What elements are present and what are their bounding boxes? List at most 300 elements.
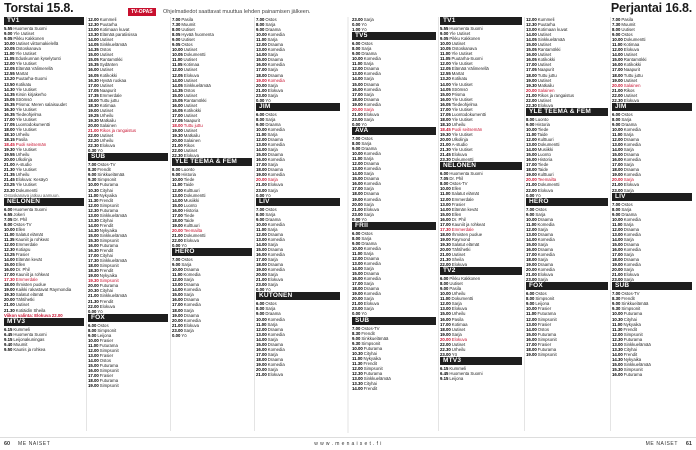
- program-title: Teemailta: [183, 227, 203, 233]
- program-time: 21.45: [4, 177, 15, 183]
- program-time: 11.00: [88, 192, 99, 198]
- program-time: 20.00: [612, 267, 623, 273]
- program-title: Komedia: [267, 62, 285, 68]
- program-title: Dokumentti: [537, 142, 560, 148]
- program-title: Urheilu: [451, 121, 466, 127]
- program-title: Simpsonit: [97, 327, 117, 333]
- program-title: Sarja: [267, 336, 278, 342]
- program-title: Uutiset: [537, 77, 552, 83]
- program-title: Ostos: [361, 41, 373, 47]
- program-time: 20.00: [172, 138, 183, 144]
- program-title: Pasila: [451, 316, 464, 322]
- program-title: Sinkkuelämää: [99, 293, 127, 299]
- right-page-number: 61: [685, 441, 692, 447]
- program-title: Elokuva: [451, 152, 468, 158]
- program-title: Urheilu: [451, 311, 466, 317]
- program-time: 11.00: [256, 321, 267, 327]
- program-title: Yle Uutiset: [451, 81, 473, 87]
- program-time: 10.00: [440, 291, 451, 297]
- program-title: Urheilu: [451, 346, 466, 352]
- program-title: Ostos-TV: [449, 181, 468, 187]
- program-title: Simpsonit: [623, 367, 643, 372]
- program-time: 12.05: [4, 66, 15, 72]
- program-time: 15.00: [4, 262, 15, 268]
- program-title: Draama: [363, 286, 380, 292]
- program-time: 12.30: [352, 370, 363, 376]
- column-divider: [254, 17, 255, 431]
- program-title: Tiede: [537, 162, 549, 168]
- program-time: 7.30: [612, 22, 621, 28]
- program-title: Salainen: [183, 138, 201, 144]
- program-time: 16.00: [4, 267, 15, 273]
- program-time: 19.30: [526, 82, 537, 88]
- program-time: 9.00: [172, 262, 181, 268]
- program-time: 12.30: [88, 22, 99, 28]
- program-title: Frendit: [623, 351, 638, 357]
- program-time: 13.00: [88, 352, 99, 358]
- program-time: 14.00: [526, 32, 537, 38]
- program-title: Komedia: [267, 47, 285, 53]
- program-time: 13.00: [526, 27, 537, 33]
- channel-header: LIV: [612, 193, 692, 201]
- program-time: 16.00: [172, 102, 183, 108]
- program-time: 8.00: [88, 327, 97, 333]
- program-time: 19.00: [256, 77, 267, 83]
- channel-header: FOX: [88, 314, 168, 322]
- program-title: Yle Uutiset: [451, 147, 473, 153]
- program-time: 11.00: [88, 342, 99, 348]
- program-title: Tähtihetki: [451, 246, 471, 252]
- program-time: 17.00: [526, 252, 537, 258]
- program-time: 17.00: [256, 67, 267, 73]
- program-title: Yö: [361, 121, 367, 127]
- program-time: 18.00: [526, 346, 537, 352]
- program-time: 17.00: [172, 212, 183, 218]
- program-time: 11.00: [526, 131, 537, 137]
- program-time: 6.00: [4, 206, 13, 212]
- program-time: 7.00: [526, 206, 535, 212]
- program-time: 6.55: [4, 211, 13, 217]
- program-title: Kummeli: [449, 365, 467, 371]
- program-title: Futurama: [623, 372, 643, 378]
- program-title: Dokumentti: [537, 182, 560, 188]
- program-time: 21.30: [440, 147, 451, 153]
- program-title: Kauniit ja rohkeat: [15, 272, 49, 278]
- program-title: Komedia: [537, 221, 555, 227]
- program-time: 17.05: [526, 67, 537, 73]
- program-time: 21.00: [612, 272, 623, 278]
- program-title: Nykyaika: [363, 355, 381, 361]
- program-title: Draama: [267, 356, 284, 362]
- program-time: 15.00: [612, 361, 623, 367]
- program-title: Dr. Phil: [451, 216, 466, 222]
- program-title: Futurama: [99, 207, 119, 213]
- program-title: Komedia: [623, 172, 641, 178]
- program-title: Sheila: [451, 257, 464, 263]
- program-time: 15.00: [352, 271, 363, 277]
- channel-header: TV1: [440, 17, 522, 25]
- program-title: Uutiset: [451, 341, 466, 347]
- program-title: Futurama: [537, 346, 557, 352]
- program-title: Sarja: [267, 37, 278, 43]
- program-time: 18.00: [526, 72, 537, 78]
- program-time: 23.30: [4, 187, 15, 193]
- program-time: 12.00: [440, 61, 451, 67]
- program-title: Kotimaa: [451, 321, 468, 327]
- program-time: 19.30: [88, 117, 99, 123]
- program-time: 7.30: [172, 22, 181, 28]
- program-time: 20.00: [352, 106, 363, 112]
- program-time: 13.25: [4, 252, 15, 258]
- channel-header: MTV3: [440, 357, 522, 365]
- program-title: Simpsonit: [361, 340, 381, 346]
- program-time: 11.00: [440, 296, 451, 302]
- program-time: 18.30: [88, 102, 99, 108]
- program-time: 14.00: [352, 171, 363, 177]
- program-time: 16.05: [88, 72, 99, 78]
- program-title: Komedia: [267, 361, 285, 367]
- program-title: Elokuva: [183, 322, 200, 328]
- program-time: 23.00: [612, 187, 623, 193]
- program-title: Sarja: [537, 241, 548, 247]
- program-title: Yö: [181, 243, 187, 249]
- program-time: 9.15: [440, 376, 449, 381]
- program-title: Yö: [265, 97, 271, 103]
- program-title: Sarja: [363, 61, 374, 67]
- program-title: Ostos: [361, 230, 373, 236]
- program-title: Cityhai: [363, 381, 377, 387]
- program-time: 14.00: [526, 147, 537, 153]
- program-time: 6.00: [440, 276, 449, 282]
- program-title: Elämää Välimerellä: [15, 66, 53, 72]
- program-time: 7.00: [256, 206, 265, 212]
- program-time: 15.00: [256, 341, 267, 347]
- program-title: Draama: [361, 51, 377, 57]
- program-time: 12.00: [526, 316, 537, 322]
- program-time: 18.00: [172, 307, 183, 313]
- program-time: 9.00: [440, 286, 449, 292]
- program-title: Draama: [623, 241, 640, 247]
- program-title: Yle Uutiset: [15, 61, 37, 67]
- program-title: Cityhai: [99, 253, 113, 259]
- program-title: Draama: [623, 226, 640, 232]
- program-time: 20.00: [256, 177, 267, 183]
- program-title: Yö: [451, 351, 458, 357]
- program-title: Sinkkuelämää: [363, 376, 391, 381]
- program-title: Yle Uutiset: [15, 182, 37, 188]
- program-title: Sarja: [621, 206, 632, 212]
- program-title: Uutiset: [99, 133, 114, 139]
- program-title: Dokumentti: [183, 192, 206, 198]
- program-time: 20.00: [612, 177, 623, 183]
- program-title: Huomenta Suomi: [449, 370, 483, 376]
- program-title: Uutiset: [537, 42, 552, 48]
- program-title: Ulkolinja: [15, 157, 33, 163]
- column-divider: [610, 17, 611, 431]
- program-title: Sarja: [621, 116, 632, 122]
- program-time: 15.00: [172, 292, 183, 298]
- program-title: Yle Uutiset: [451, 51, 473, 57]
- program-time: 17.00: [612, 162, 623, 168]
- program-time: 15.00: [172, 202, 183, 208]
- program-time: 17.00: [256, 351, 267, 357]
- program-title: Futurama: [363, 345, 383, 351]
- program-title: Kotimaa: [183, 62, 200, 68]
- program-time: 14.00: [172, 197, 183, 203]
- program-title: Elokuva: [623, 47, 640, 53]
- program-title: Elokuva: Kesäyö: [15, 177, 48, 183]
- program-title: Huomenta Suomi: [13, 26, 47, 31]
- program-title: Yle Uutiset: [15, 167, 37, 173]
- program-title: Sarja: [267, 321, 278, 327]
- program-time: 0.00: [256, 287, 265, 293]
- program-title: Simpsonit: [99, 347, 119, 353]
- program-title: Draama: [623, 152, 640, 158]
- program-time: 19.00: [88, 107, 99, 113]
- program-title: Leijona: [97, 332, 112, 338]
- program-time: 15.35: [4, 101, 15, 107]
- program-time: 18.00: [88, 263, 99, 269]
- program-time: 21.30: [4, 167, 15, 173]
- channel-header: YLE TEEMA & FEM: [526, 108, 608, 116]
- program-time: 19.00: [256, 361, 267, 367]
- program-title: Elokuva: [363, 206, 380, 212]
- program-title: Draama: [537, 231, 554, 237]
- program-time: 8.00: [440, 181, 449, 187]
- program-time: 6.15: [4, 326, 13, 332]
- program-time: 16.00: [612, 157, 623, 163]
- channel-header: YLE TEEMA & FEM: [172, 158, 252, 166]
- program-time: 19.00: [526, 262, 537, 268]
- program-title: Draama: [265, 311, 281, 317]
- program-title: Uutiset: [183, 67, 198, 73]
- program-title: Naapurit: [99, 87, 117, 93]
- program-title: Uutiset: [99, 52, 114, 58]
- program-title: Kirsin kirjakerho: [15, 91, 47, 97]
- program-time: 16.00: [256, 346, 267, 352]
- program-title: Emmerdale: [15, 277, 38, 283]
- program-time: 10.00: [612, 126, 623, 132]
- program-title: Uutiset: [623, 77, 638, 83]
- program-time: 11.00: [526, 221, 537, 227]
- program-title: Uutiset: [15, 302, 30, 308]
- program-time: 19.30: [88, 278, 99, 284]
- program-title: Draama: [267, 262, 284, 268]
- program-time: 21.00: [526, 92, 537, 98]
- listing-column-4: [256, 17, 340, 433]
- program-title: Puutarha-Suomi: [451, 56, 483, 62]
- program-title: Elämää paratiisissa: [99, 32, 138, 38]
- program-time: 19.25: [88, 112, 99, 118]
- program-title: Komedia: [267, 32, 285, 38]
- program-time: 13.50: [4, 81, 15, 87]
- program-title: Sarja: [267, 257, 278, 263]
- program-time: 18.15: [4, 137, 15, 143]
- program-title: Sarja: [363, 250, 374, 256]
- program-title: Sarja: [623, 131, 634, 137]
- program-title: Uutiset: [623, 92, 638, 98]
- program-title: Historia: [183, 207, 199, 213]
- program-title: Komedia: [267, 157, 285, 163]
- program-title: Elokuva: [623, 272, 640, 278]
- program-title: Draama: [363, 176, 380, 182]
- program-time: 19.00: [172, 128, 183, 134]
- channel-header: FOX: [526, 282, 608, 290]
- program-time: 12.00: [256, 137, 267, 143]
- program-time: 9.00: [88, 332, 97, 338]
- program-time: 19.00: [440, 236, 451, 242]
- program-time: 13.00: [256, 331, 267, 337]
- program-time: 18.00: [256, 262, 267, 268]
- program-time: 12.00: [352, 255, 363, 261]
- program-time: 12.00: [256, 42, 267, 48]
- program-title: Frasier: [99, 337, 114, 343]
- program-title: Komedia: [363, 151, 381, 157]
- program-title: Frendit: [99, 268, 114, 274]
- program-title: Sarja: [363, 201, 374, 207]
- program-title: Rikos ja rangaistus: [537, 92, 575, 98]
- program-title: Draama: [361, 146, 377, 152]
- program-time: 8.00: [256, 22, 265, 28]
- program-title: Elokuva: [267, 277, 284, 283]
- program-title: Sarja: [267, 147, 278, 153]
- program-title: Huomenta Suomi: [449, 171, 483, 177]
- program-time: 11.00: [440, 51, 451, 57]
- program-time: 17.30: [440, 226, 451, 232]
- section-badge: TV-OPAS: [128, 8, 156, 16]
- program-title: Sinkkuelämää: [361, 335, 389, 341]
- program-time: 10.00: [4, 41, 15, 47]
- program-title: Frendit: [621, 296, 635, 302]
- program-time: 12.00: [88, 202, 99, 208]
- program-title: Sarja: [267, 92, 278, 98]
- program-time: 17.00: [440, 221, 451, 227]
- program-time: 22.00: [612, 92, 623, 98]
- program-time: 10.00: [4, 226, 15, 232]
- program-time: 14.05: [88, 42, 99, 48]
- program-time: 10.00: [352, 151, 363, 157]
- program-title: Sarja: [451, 301, 462, 307]
- program-title: Frasier: [537, 321, 552, 327]
- program-time: 17.00: [440, 321, 451, 327]
- program-title: Sarja: [363, 266, 374, 272]
- program-time: 10.00: [256, 316, 267, 322]
- program-time: 10.00: [256, 126, 267, 132]
- program-time: 9.00: [526, 211, 535, 217]
- program-time: 15.05: [4, 96, 15, 102]
- program-time: 14.00: [256, 241, 267, 247]
- program-title: Sarja: [535, 211, 546, 217]
- program-title: Sarja: [183, 292, 194, 298]
- program-time: 6.15: [440, 365, 449, 371]
- program-title: Sarja: [363, 306, 374, 312]
- program-title: Komedia: [363, 245, 381, 251]
- program-title: Uutiset: [183, 148, 198, 154]
- program-title: Uutiset: [537, 62, 552, 68]
- program-title: Sinkkuelämää: [621, 301, 649, 307]
- program-title: Yle Uutiset: [451, 61, 473, 67]
- program-title: Tuttu juttu: [183, 122, 203, 128]
- program-title: Draama: [537, 262, 554, 268]
- program-title: Salatut elämät: [15, 231, 43, 237]
- program-title: Kaunis ja rohkea: [13, 346, 46, 352]
- program-time: 18.00: [352, 191, 363, 197]
- program-time: 11.35: [4, 236, 15, 242]
- program-title: Simpsonit: [99, 278, 119, 284]
- program-title: Komedia: [363, 181, 381, 187]
- program-time: 11.30: [612, 326, 623, 332]
- program-title: Kulttuuri: [183, 222, 200, 228]
- program-title: Sarja: [267, 187, 278, 193]
- program-time: 8.00: [172, 27, 181, 33]
- program-title: Rikos ja rangaistus: [99, 128, 137, 134]
- program-title: Sarja: [361, 140, 372, 146]
- channel-header: TV2: [440, 267, 522, 275]
- program-time: 11.00: [256, 37, 267, 43]
- program-title: Elokuva: [183, 237, 200, 243]
- program-time: 13.30: [352, 381, 363, 387]
- program-time: 16.00: [612, 62, 623, 68]
- program-title: Draama: [265, 216, 281, 222]
- program-time: 10.00: [440, 41, 451, 47]
- program-time: 16.00: [352, 86, 363, 92]
- program-title: Ostoskanava: [15, 46, 41, 52]
- program-title: Muumit: [181, 22, 196, 28]
- program-time: 10.00: [612, 37, 623, 43]
- program-title: Sinkkuelämää: [99, 42, 127, 48]
- program-time: 11.00: [440, 191, 451, 197]
- program-title: Uutiset: [183, 47, 198, 53]
- program-time: 17.00: [88, 373, 99, 379]
- program-title: Nykyaika: [623, 356, 642, 362]
- program-time: 13.00: [256, 236, 267, 242]
- program-title: Kotimaan kuvat: [537, 27, 568, 33]
- program-time: 13.00: [526, 142, 537, 148]
- program-title: Frasier: [537, 306, 552, 312]
- program-time: 20.00: [256, 272, 267, 278]
- program-time: 20.00: [526, 267, 537, 273]
- program-title: Salainen: [623, 82, 641, 88]
- program-time: 16.00: [440, 216, 451, 222]
- program-time: 16.05: [172, 107, 183, 113]
- program-title: Kotikatu: [451, 76, 468, 82]
- program-title: Yö: [97, 308, 103, 314]
- program-title: Luonto: [537, 152, 551, 158]
- program-title: Ostos-TV: [361, 325, 380, 331]
- program-title: Yö: [265, 287, 271, 293]
- program-title: Tiede: [183, 212, 195, 218]
- program-time: 22.30: [88, 143, 99, 149]
- program-title: Eduskunnan kyselytunti: [15, 56, 61, 62]
- program-title: Emmerdale: [451, 226, 474, 232]
- program-title: Draama: [621, 121, 637, 127]
- channel-header: SUB: [88, 153, 168, 161]
- program-title: Pasila: [181, 17, 194, 22]
- program-title: Sarja: [267, 131, 278, 137]
- program-time: 21.00: [352, 301, 363, 307]
- program-time: 6.00: [440, 171, 449, 177]
- channel-header: FRII: [352, 222, 436, 230]
- program-time: 17.00: [352, 281, 363, 287]
- program-title: Ellen: [451, 186, 462, 192]
- program-title: Naapurit: [623, 67, 641, 73]
- program-title: Uutiset: [537, 52, 552, 58]
- program-title: Tuttu juttu: [623, 72, 643, 78]
- program-title: Draama: [363, 96, 380, 102]
- program-title: Elokuva: [623, 182, 640, 188]
- program-time: 12.00: [526, 17, 537, 22]
- program-time: 11.00: [172, 57, 183, 63]
